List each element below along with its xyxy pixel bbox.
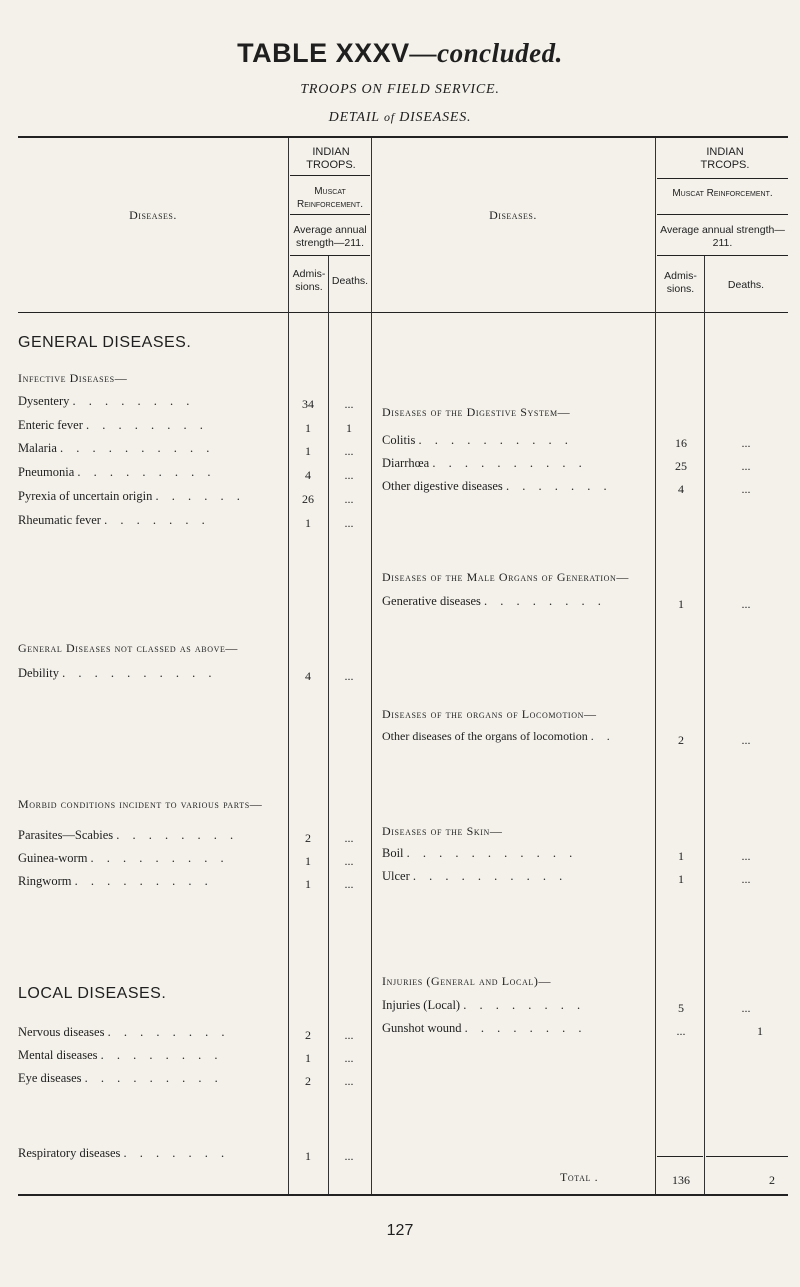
table-title-main: TABLE XXXV: [237, 38, 410, 68]
strength-header-right: Average annual strength—211.: [660, 224, 785, 249]
adm-enteric-fever: 1: [305, 421, 311, 435]
adm-rheumatic-fever: 1: [305, 516, 311, 530]
general-not-classed-heading: General Diseases not classed as above—: [18, 641, 239, 655]
table-detail-heading: [0, 110, 800, 126]
adm-pyrexia: 26: [302, 492, 314, 506]
adm-gunshot-wound: ...: [676, 1024, 686, 1038]
dth-colitis: ...: [741, 436, 751, 450]
dth-nervous-diseases: ...: [344, 1028, 354, 1042]
hdr-rule-r3: [657, 255, 788, 256]
adm-other-digestive: 4: [678, 482, 684, 496]
dth-generative-diseases: ...: [741, 597, 751, 611]
page-number: 127: [386, 1222, 414, 1239]
general-diseases-heading: GENERAL DISEASES.: [18, 334, 192, 351]
table-title: [0, 38, 800, 69]
adm-generative-diseases: 1: [678, 597, 684, 611]
hdr-rule-r2: [657, 214, 788, 215]
dth-enteric-fever: 1: [346, 421, 352, 435]
adm-guinea-worm: 1: [305, 854, 311, 868]
adm-malaria: 1: [305, 444, 311, 458]
row-dysentery: Dysentery . . . . . . . .: [18, 394, 195, 408]
dth-respiratory-diseases: ...: [344, 1149, 354, 1163]
male-organs-heading: Diseases of the Male Organs of Generation—: [382, 570, 629, 584]
dth-rheumatic-fever: ...: [344, 516, 354, 530]
row-guinea-worm: Guinea-worm . . . . . . . . .: [18, 851, 229, 865]
adm-ulcer: 1: [678, 872, 684, 886]
adm-respiratory-diseases: 1: [305, 1149, 311, 1163]
digestive-system-heading: Diseases of the Digestive System—: [382, 405, 571, 419]
morbid-conditions-heading: Morbid conditions incident to various parts—: [18, 797, 263, 811]
row-debility: Debility . . . . . . . . . .: [18, 666, 217, 680]
dth-dysentery: ...: [344, 397, 354, 411]
row-rheumatic-fever: Rheumatic fever . . . . . . .: [18, 513, 210, 527]
detail-of: of: [383, 110, 395, 124]
dth-guinea-worm: ...: [344, 854, 354, 868]
table-subtitle: TROOPS ON FIELD SERVICE.: [300, 82, 500, 97]
row-mental-diseases: Mental diseases . . . . . . . .: [18, 1048, 223, 1062]
table-top-rule: [18, 136, 788, 138]
col-line-4: [655, 138, 656, 1194]
skin-diseases-heading: Diseases of the Skin—: [382, 824, 503, 838]
row-colitis: Colitis . . . . . . . . . .: [382, 433, 573, 447]
adm-other-locomotion: 2: [678, 733, 684, 747]
dth-pneumonia: ...: [344, 468, 354, 482]
row-scabies: Parasites—Scabies . . . . . . . .: [18, 828, 239, 842]
detail-prefix: DETAIL: [328, 110, 380, 125]
dth-ulcer: ...: [741, 872, 751, 886]
dth-other-digestive: ...: [741, 482, 751, 496]
dth-injuries-local: ...: [741, 1001, 751, 1015]
dth-pyrexia: ...: [344, 492, 354, 506]
col-line-5: [704, 255, 705, 1194]
dth-mental-diseases: ...: [344, 1051, 354, 1065]
dth-total: 2: [769, 1173, 775, 1187]
hdr-rule-l1: [290, 175, 370, 176]
row-eye-diseases: Eye diseases . . . . . . . . .: [18, 1071, 223, 1085]
adm-total: 136: [672, 1173, 690, 1187]
dth-gunshot-wound: 1: [757, 1024, 763, 1038]
row-respiratory-diseases: Respiratory diseases . . . . . . .: [18, 1146, 230, 1160]
dth-malaria: ...: [344, 444, 354, 458]
adm-colitis: 16: [675, 436, 687, 450]
diseases-column-header: Diseases.: [129, 208, 177, 222]
dth-diarrhoea: ...: [741, 459, 751, 473]
dth-scabies: ...: [344, 831, 354, 845]
row-boil: Boil . . . . . . . . . . .: [382, 846, 578, 860]
row-pyrexia: Pyrexia of uncertain origin . . . . . .: [18, 489, 245, 503]
detail-suffix: DISEASES.: [399, 110, 472, 125]
row-enteric-fever: Enteric fever . . . . . . . .: [18, 418, 208, 432]
row-diarrhoea: Diarrhœa . . . . . . . . . .: [382, 456, 587, 470]
infective-diseases-heading: Infective Diseases—: [18, 371, 128, 385]
hdr-rule-l2: [290, 214, 370, 215]
row-ulcer: Ulcer . . . . . . . . . .: [382, 869, 568, 883]
total-rule-adm: [657, 1156, 703, 1157]
adm-boil: 1: [678, 849, 684, 863]
header-bottom-rule: [18, 312, 788, 313]
adm-nervous-diseases: 2: [305, 1028, 311, 1042]
row-ringworm: Ringworm . . . . . . . . .: [18, 874, 213, 888]
locomotion-heading: Diseases of the organs of Locomotion—: [382, 707, 597, 721]
unit-header: Muscat Reinforcement.: [297, 186, 363, 210]
table-title-suffix: —concluded.: [409, 38, 563, 68]
dth-boil: ...: [741, 849, 751, 863]
row-gunshot-wound: Gunshot wound . . . . . . . .: [382, 1021, 587, 1035]
dth-ringworm: ...: [344, 877, 354, 891]
adm-diarrhoea: 25: [675, 459, 687, 473]
adm-injuries-local: 5: [678, 1001, 684, 1015]
row-injuries-local: Injuries (Local) . . . . . . . .: [382, 998, 586, 1012]
adm-scabies: 2: [305, 831, 311, 845]
injuries-heading: Injuries (General and Local)—: [382, 974, 552, 988]
troops-header: INDIAN TROOPS.: [306, 146, 356, 171]
row-malaria: Malaria . . . . . . . . . .: [18, 441, 215, 455]
adm-eye-diseases: 2: [305, 1074, 311, 1088]
adm-ringworm: 1: [305, 877, 311, 891]
adm-pneumonia: 4: [305, 468, 311, 482]
total-row: Total .: [560, 1170, 603, 1184]
local-diseases-heading: LOCAL DISEASES.: [18, 985, 167, 1002]
unit-header-right: Muscat Reinforcement.: [672, 188, 773, 199]
deaths-header: Deaths.: [331, 275, 369, 287]
strength-header: Average annual strength—211.: [293, 224, 367, 249]
adm-debility: 4: [305, 669, 311, 683]
adm-mental-diseases: 1: [305, 1051, 311, 1065]
dth-eye-diseases: ...: [344, 1074, 354, 1088]
admissions-header: Admis-sions.: [292, 268, 326, 293]
diseases-column-header-right: Diseases.: [489, 208, 537, 222]
deaths-header-right: Deaths.: [727, 279, 765, 291]
adm-dysentery: 34: [302, 397, 314, 411]
dth-other-locomotion: ...: [741, 733, 751, 747]
dth-debility: ...: [344, 669, 354, 683]
row-other-digestive: Other digestive diseases . . . . . . .: [382, 479, 612, 493]
col-line-3: [371, 138, 372, 1194]
row-generative-diseases: Generative diseases . . . . . . . .: [382, 594, 606, 608]
troops-header-right: INDIAN TRCOPS.: [700, 146, 750, 171]
row-pneumonia: Pneumonia . . . . . . . . .: [18, 465, 216, 479]
row-other-locomotion: Other diseases of the organs of locomotion . .: [382, 729, 615, 743]
hdr-rule-l3: [290, 255, 370, 256]
row-nervous-diseases: Nervous diseases . . . . . . . .: [18, 1025, 230, 1039]
total-rule-dth: [706, 1156, 788, 1157]
table-bottom-rule: [18, 1194, 788, 1196]
admissions-header-right: Admis-sions.: [664, 270, 697, 295]
hdr-rule-r1: [657, 178, 788, 179]
